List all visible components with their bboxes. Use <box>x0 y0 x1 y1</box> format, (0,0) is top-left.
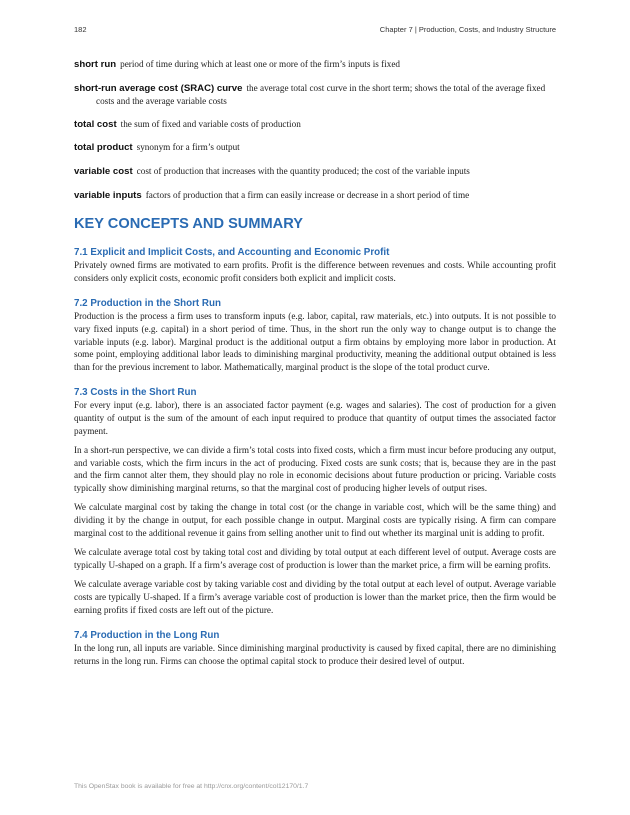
glossary-entry <box>74 141 556 155</box>
summary-section <box>74 630 556 667</box>
section-heading: 7.1 Explicit and Implicit Costs, and Accounting and Economic Profit <box>74 247 390 259</box>
glossary-term: total cost <box>74 118 117 130</box>
summary-section <box>74 387 556 616</box>
section-heading: 7.4 Production in the Long Run <box>74 630 220 642</box>
glossary-entry <box>74 118 556 132</box>
glossary-entry <box>74 82 556 108</box>
section-paragraph: In the long run, all inputs are variable. Since diminishing marginal productivity is caused by fixed capital, there are no diminishing returns in the long run. Firms can choose the optimal capital stock to produce their desired level of output. <box>74 643 556 666</box>
glossary-definition: factors of production that a firm can easily increase or decrease in a short period of time <box>145 189 470 200</box>
glossary-definition: the sum of fixed and variable costs of production <box>120 118 301 129</box>
summary-section <box>74 247 556 284</box>
section-heading: 7.3 Costs in the Short Run <box>74 387 197 399</box>
section-paragraph: We calculate marginal cost by taking the change in total cost (or the change in variable cost, which will be the same thing) and dividing it by the change in output, for each possible change in output. Marginal costs are typically rising. A firm can compare marginal cost to the additional revenue it gains from selling another unit to find out whether its marginal unit is adding to profit. <box>74 502 556 538</box>
glossary-term: variable cost <box>74 165 133 177</box>
glossary-term: short-run average cost (SRAC) curve <box>74 82 243 94</box>
glossary-definition: the average total cost curve in the short term; shows the total of the average fixed costs and the average variable costs <box>96 82 546 107</box>
section-heading: 7.2 Production in the Short Run <box>74 298 221 310</box>
glossary-entry <box>74 189 556 203</box>
glossary-definition: period of time during which at least one or more of the firm’s inputs is fixed <box>120 59 401 69</box>
page-content <box>74 58 556 674</box>
summary-section <box>74 298 556 373</box>
glossary-term: total product <box>74 142 133 154</box>
section-paragraph: In a short-run perspective, we can divide a firm’s total costs into fixed costs, which a firm must incur before producing any output, and variable costs, which the firm incurs in the act of producing. Fixed costs are sunk costs; that is, because they are in the past and the firm cannot alter them, they should play no role in economic decisions about future production or pricing. Variable costs typically show diminishing marginal returns, so that the marginal cost of producing higher levels of output rises. <box>74 445 556 493</box>
section-paragraph: We calculate average variable cost by taking variable cost and dividing by the total output at each level of output. Average variable costs are typically U-shaped. If a firm’s average variable cost of production is lower than the market price, then the firm would be earning profits if fixed costs are left out of the picture. <box>74 579 556 615</box>
summary-title: KEY CONCEPTS AND SUMMARY <box>74 216 303 233</box>
summary-sections <box>74 247 556 667</box>
page-number: 182 <box>74 25 87 34</box>
section-paragraph: Privately owned firms are motivated to earn profits. Profit is the difference between revenues and costs. While accounting profit considers only explicit costs, economic profit considers both explicit and implicit costs. <box>74 260 556 283</box>
glossary-entry <box>74 165 556 179</box>
glossary-definition: cost of production that increases with the quantity produced; the cost of the variable inputs <box>136 165 470 176</box>
glossary-term: short run <box>74 59 117 70</box>
section-paragraph: We calculate average total cost by taking total cost and dividing by total output at each different level of output. Average costs are typically U-shaped on a graph. If a firm’s average cost of production is lower than the market price, a firm will be earning profits. <box>74 547 556 570</box>
section-paragraph: Production is the process a firm uses to transform inputs (e.g. labor, capital, raw materials, etc.) into outputs. It is not possible to vary fixed inputs (e.g. capital) in a short period of time. Thus, in the short run the only way to change output is to change the variable inputs (e.g. labor). Marginal product is the additional output a firm obtains by employing more labor in production. At some point, employing additional labor leads to diminishing marginal productivity, meaning the additional output obtained is less than for the previous increment to labor. Mathematically, marginal product is the slope of the total product curve. <box>74 311 556 372</box>
glossary-term: variable inputs <box>74 189 142 201</box>
page-footer: This OpenStax book is available for free at http://cnx.org/content/col12170/1.7 <box>74 783 309 790</box>
glossary-definition: synonym for a firm’s output <box>136 142 240 153</box>
glossary <box>74 58 556 202</box>
section-paragraph: For every input (e.g. labor), there is an associated factor payment (e.g. wages and salaries). The cost of production for a given quantity of output is the sum of the amount of each input required to produce that quantity of output times the associated factor payment. <box>74 400 556 436</box>
glossary-entry <box>74 58 556 72</box>
chapter-title: Chapter 7 | Production, Costs, and Industry Structure <box>379 25 556 34</box>
